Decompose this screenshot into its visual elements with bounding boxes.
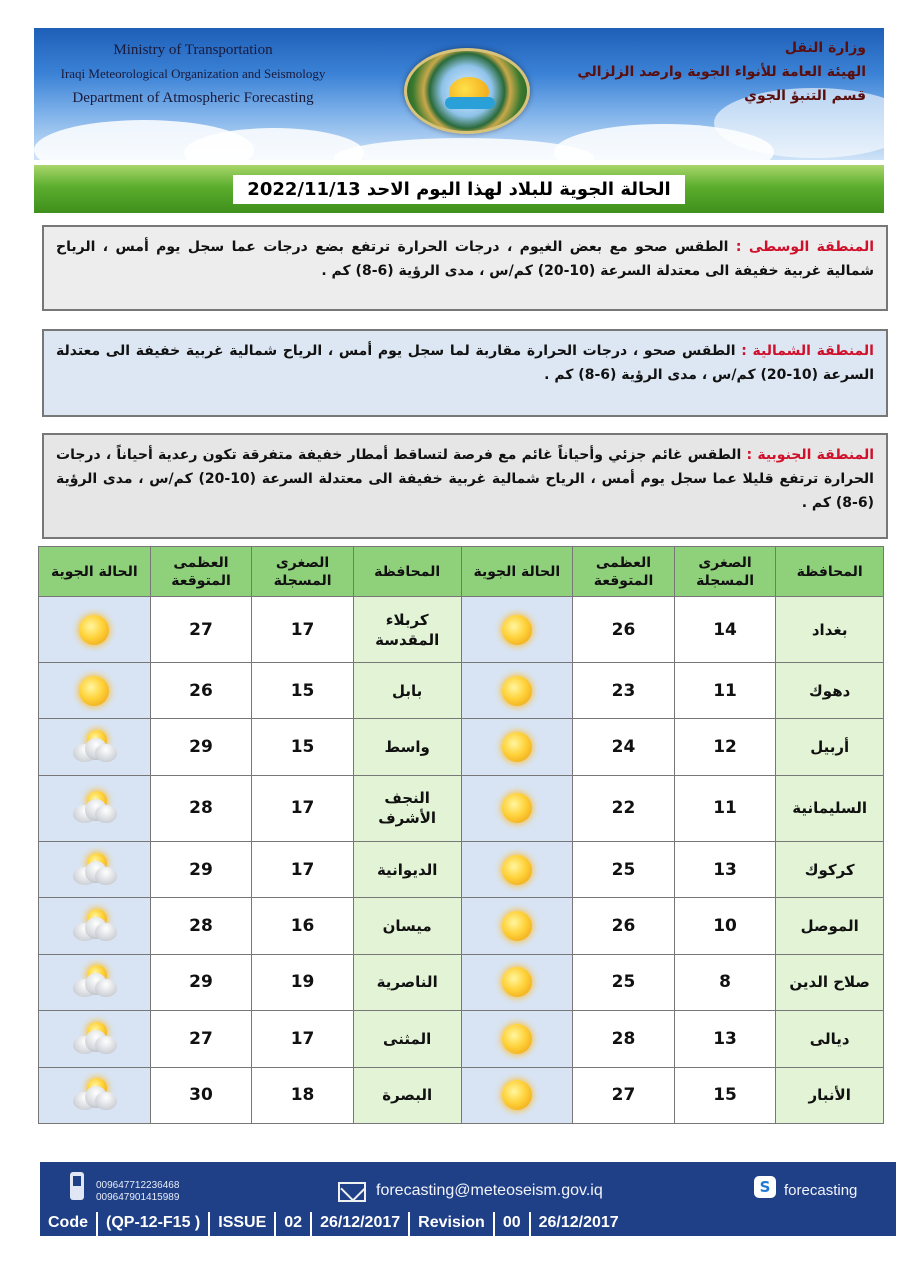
condition-cell: [39, 898, 151, 954]
condition-cell: [461, 954, 573, 1010]
province-cell: أربيل: [776, 719, 884, 775]
table-row: [39, 719, 884, 775]
province-cell: ديالى: [776, 1011, 884, 1067]
region-text: الطقس صحو ، درجات الحرارة مقاربة لما سجل يوم أمس ، الرياح شمالية غربية خفيفة الى معتدلة السرعة (10-20) كم/س ، مدى الرؤية (6-8) كم .: [56, 343, 874, 383]
condition-cell: [39, 663, 151, 719]
condition-cell: [461, 775, 573, 841]
sunny-icon: [494, 853, 540, 887]
table-row: [39, 1011, 884, 1067]
header-banner: [34, 28, 884, 160]
condition-cell: [461, 597, 573, 663]
partly-cloudy-icon: [71, 730, 117, 764]
max-temp-cell: 23: [573, 663, 675, 719]
province-cell: ميسان: [353, 898, 461, 954]
sunny-icon: [71, 613, 117, 647]
condition-cell: [461, 841, 573, 897]
province-cell: كربلاء المقدسة: [353, 597, 461, 663]
region-text: الطقس صحو مع بعض الغيوم ، درجات الحرارة ترتفع بضع درجات عما سجل يوم أمس ، الرياح شمالية غربية خفيفة الى معتدلة السرعة (10-20) كم/س ، مدى الرؤية (6-8) كم .: [56, 239, 874, 279]
table-header-row: [39, 547, 884, 597]
condition-cell: [39, 841, 151, 897]
table-row: [39, 775, 884, 841]
partly-cloudy-icon: [71, 1022, 117, 1056]
province-cell: بغداد: [776, 597, 884, 663]
province-cell: الأنبار: [776, 1067, 884, 1123]
partly-cloudy-icon: [71, 791, 117, 825]
organization-name-en: Iraqi Meteorological Organization and Seismology: [60, 66, 326, 81]
min-temp-cell: 13: [674, 841, 776, 897]
header-province: المحافظة: [353, 547, 461, 597]
region-name: المنطقة الجنوبية :: [746, 447, 875, 463]
province-cell: المثنى: [353, 1011, 461, 1067]
organization-name-ar: الهيئة العامة للأنواء الجوية وارصد الزلزالي: [577, 64, 866, 80]
forecast-table: [38, 546, 884, 1124]
ministry-arabic-text: [566, 36, 866, 108]
revision-label: Revision: [408, 1212, 493, 1236]
min-temp-cell: 17: [252, 841, 354, 897]
condition-cell: [39, 719, 151, 775]
ministry-name-ar: وزارة النقل: [784, 40, 866, 56]
max-temp-cell: 26: [573, 597, 675, 663]
min-temp-cell: 15: [674, 1067, 776, 1123]
phone-icon: [70, 1172, 84, 1200]
partly-cloudy-icon: [71, 965, 117, 999]
province-cell: صلاح الدين: [776, 954, 884, 1010]
max-temp-cell: 27: [150, 1011, 252, 1067]
revision-number: 00: [493, 1212, 529, 1236]
max-temp-cell: 28: [150, 775, 252, 841]
province-cell: دهوك: [776, 663, 884, 719]
province-cell: كركوك: [776, 841, 884, 897]
issue-date: 26/12/2017: [310, 1212, 408, 1236]
condition-cell: [461, 898, 573, 954]
title-bar: [34, 165, 884, 213]
header-min: الصغرى المسجلة: [674, 547, 776, 597]
min-temp-cell: 14: [674, 597, 776, 663]
max-temp-cell: 27: [573, 1067, 675, 1123]
min-temp-cell: 11: [674, 663, 776, 719]
max-temp-cell: 25: [573, 841, 675, 897]
region-north: [42, 329, 888, 417]
phone-numbers: [96, 1180, 179, 1204]
header-condition: الحالة الجوية: [461, 547, 573, 597]
code-value: (QP-12-F15 ): [96, 1212, 208, 1236]
province-cell: واسط: [353, 719, 461, 775]
skype-icon: S: [754, 1176, 776, 1198]
min-temp-cell: 13: [674, 1011, 776, 1067]
condition-cell: [39, 1067, 151, 1123]
table-row: [39, 663, 884, 719]
phone-number: 009647901415989: [96, 1192, 180, 1203]
max-temp-cell: 29: [150, 719, 252, 775]
province-cell: بابل: [353, 663, 461, 719]
min-temp-cell: 17: [252, 1011, 354, 1067]
min-temp-cell: 15: [252, 663, 354, 719]
condition-cell: [39, 1011, 151, 1067]
partly-cloudy-icon: [71, 909, 117, 943]
province-cell: الناصرية: [353, 954, 461, 1010]
max-temp-cell: 28: [150, 898, 252, 954]
region-text: الطقس غائم جزئي وأحياناً غائم مع فرصة لتساقط أمطار خفيفة متفرقة تكون رعدية أحياناً ، درجات الحرارة ترتفع قليلا عما سجل يوم أمس ، الرياح شمالية غربية خفيفة الى معتدلة السرعة (10-20) كم/س ، مدى الرؤية (6-8) كم .: [56, 447, 874, 511]
min-temp-cell: 15: [252, 719, 354, 775]
province-cell: الموصل: [776, 898, 884, 954]
condition-cell: [39, 597, 151, 663]
table-row: [39, 1067, 884, 1123]
condition-cell: [461, 719, 573, 775]
sunny-icon: [494, 791, 540, 825]
footer: [40, 1162, 896, 1236]
condition-cell: [39, 775, 151, 841]
min-temp-cell: 19: [252, 954, 354, 1010]
max-temp-cell: 27: [150, 597, 252, 663]
header-max: العظمى المتوقعة: [150, 547, 252, 597]
header-max: العظمى المتوقعة: [573, 547, 675, 597]
partly-cloudy-icon: [71, 1078, 117, 1112]
email-address[interactable]: forecasting@meteoseism.gov.iq: [376, 1182, 603, 1199]
revision-date: 26/12/2017: [529, 1212, 627, 1236]
document-control-bar: [40, 1212, 896, 1236]
skype-id[interactable]: forecasting: [784, 1182, 858, 1199]
max-temp-cell: 24: [573, 719, 675, 775]
sunny-icon: [494, 674, 540, 708]
max-temp-cell: 29: [150, 841, 252, 897]
condition-cell: [461, 663, 573, 719]
region-central: [42, 225, 888, 311]
table-row: [39, 841, 884, 897]
ministry-english-text: [48, 38, 338, 110]
region-name: المنطقة الوسطى :: [735, 239, 875, 255]
min-temp-cell: 17: [252, 775, 354, 841]
province-cell: الديوانية: [353, 841, 461, 897]
condition-cell: [461, 1011, 573, 1067]
max-temp-cell: 25: [573, 954, 675, 1010]
sunny-icon: [494, 1078, 540, 1112]
page-title: الحالة الجوية للبلاد لهذا اليوم الاحد 2022/11/13: [233, 175, 684, 204]
header-province: المحافظة: [776, 547, 884, 597]
condition-cell: [461, 1067, 573, 1123]
issue-number: 02: [274, 1212, 310, 1236]
max-temp-cell: 30: [150, 1067, 252, 1123]
min-temp-cell: 10: [674, 898, 776, 954]
sunny-icon: [494, 730, 540, 764]
max-temp-cell: 26: [573, 898, 675, 954]
min-temp-cell: 12: [674, 719, 776, 775]
table-row: [39, 898, 884, 954]
header-condition: الحالة الجوية: [39, 547, 151, 597]
table-row: [39, 954, 884, 1010]
table-row: [39, 597, 884, 663]
min-temp-cell: 8: [674, 954, 776, 1010]
department-name-en: Department of Atmospheric Forecasting: [72, 90, 314, 106]
sunny-icon: [494, 1022, 540, 1056]
department-name-ar: قسم التنبؤ الجوي: [744, 88, 866, 104]
sunny-icon: [494, 909, 540, 943]
province-cell: النجف الأشرف: [353, 775, 461, 841]
min-temp-cell: 11: [674, 775, 776, 841]
province-cell: السليمانية: [776, 775, 884, 841]
sunny-icon: [494, 613, 540, 647]
organization-logo: [404, 48, 530, 134]
issue-label: ISSUE: [208, 1212, 274, 1236]
header-min: الصغرى المسجلة: [252, 547, 354, 597]
min-temp-cell: 17: [252, 597, 354, 663]
min-temp-cell: 18: [252, 1067, 354, 1123]
mail-icon: [338, 1182, 366, 1202]
condition-cell: [39, 954, 151, 1010]
max-temp-cell: 29: [150, 954, 252, 1010]
max-temp-cell: 28: [573, 1011, 675, 1067]
sunny-icon: [71, 674, 117, 708]
region-south: [42, 433, 888, 539]
region-name: المنطقة الشمالية :: [741, 343, 874, 359]
code-label: Code: [48, 1214, 88, 1231]
max-temp-cell: 26: [150, 663, 252, 719]
phone-number: 009647712236468: [96, 1180, 180, 1191]
sunny-icon: [494, 965, 540, 999]
ministry-name-en: Ministry of Transportation: [113, 42, 273, 58]
partly-cloudy-icon: [71, 853, 117, 887]
min-temp-cell: 16: [252, 898, 354, 954]
max-temp-cell: 22: [573, 775, 675, 841]
province-cell: البصرة: [353, 1067, 461, 1123]
